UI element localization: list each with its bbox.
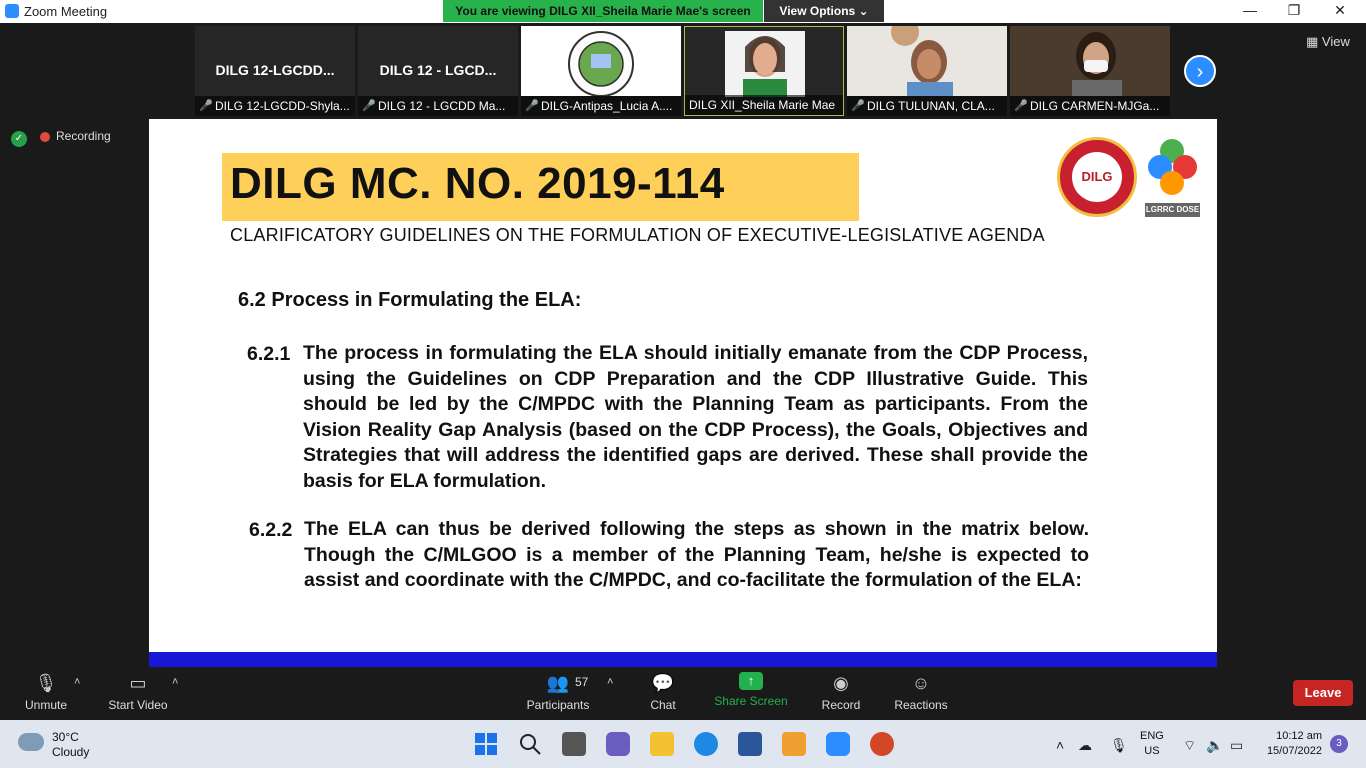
- participant-tile[interactable]: [847, 26, 1007, 116]
- volume-icon[interactable]: 🔈: [1206, 737, 1224, 753]
- shared-screen-slide: [149, 119, 1217, 667]
- file-explorer-icon[interactable]: [650, 732, 674, 756]
- temperature: 30°C: [52, 730, 79, 744]
- participants-label: Participants: [526, 698, 590, 712]
- start-video-label: Start Video: [108, 698, 168, 712]
- notification-badge[interactable]: 3: [1330, 735, 1348, 753]
- date: 15/07/2022: [1266, 745, 1322, 757]
- unmute-button[interactable]: [22, 672, 70, 712]
- lgrrc-logo-text: LGRRC DOSE: [1145, 203, 1200, 217]
- language-top: ENG: [1140, 730, 1164, 742]
- share-screen-button[interactable]: [714, 672, 788, 708]
- participant-tile[interactable]: [521, 26, 681, 116]
- muted-mic-icon: 🎤: [362, 100, 376, 112]
- muted-mic-icon: 🎤: [525, 100, 539, 112]
- grid-icon: ▦: [1306, 34, 1322, 49]
- reactions-label: Reactions: [894, 698, 948, 712]
- share-screen-icon: ↑: [739, 672, 763, 690]
- recording-dot-icon: [40, 132, 50, 142]
- recording-label: Recording: [56, 129, 111, 143]
- paragraph-text: The process in formulating the ELA should initially emanate from the CDP Process, using the Guidelines on CDP Preparation and the CDP Illustrative Guide. This should be led by the C/MPDC with the Planning Team as participants. From the Vision Reality Gap Analysis (based on the CDP Process), the Goals, Objectives and Strategies that will address the identified gaps are derived. These shall provide the basis for ELA formulation.: [303, 342, 1088, 492]
- participant-label: DILG 12 - LGCDD Ma...: [358, 96, 518, 116]
- participant-name: DILG 12 - LGCD...: [379, 62, 497, 78]
- viewing-screen-banner: You are viewing DILG XII_Sheila Marie Mae's screen: [443, 0, 763, 22]
- muted-microphone-icon: 🎙: [34, 673, 58, 693]
- zoom-app-icon: [5, 4, 19, 18]
- slide-footer-bar: [149, 652, 1217, 667]
- battery-icon[interactable]: ▭: [1230, 737, 1244, 753]
- slide-subtitle: CLARIFICATORY GUIDELINES ON THE FORMULATION OF EXECUTIVE-LEGISLATIVE AGENDA: [230, 225, 1045, 245]
- window-title: Zoom Meeting: [24, 4, 108, 19]
- cloud-weather-icon[interactable]: [18, 733, 44, 751]
- unmute-label: Unmute: [24, 698, 68, 712]
- teams-chat-icon[interactable]: [606, 732, 630, 756]
- participant-label: DILG TULUNAN, CLA...: [847, 96, 1007, 116]
- participants-options-chevron-icon[interactable]: ˄: [607, 676, 614, 688]
- language-indicator[interactable]: [1140, 729, 1164, 759]
- muted-mic-icon: 🎤: [199, 100, 213, 112]
- record-button[interactable]: [820, 672, 862, 712]
- participants-icon: 👥: [546, 673, 570, 693]
- video-options-chevron-icon[interactable]: ˄: [172, 676, 179, 688]
- paragraph-number: 6.2.2: [249, 519, 293, 541]
- chat-button[interactable]: [645, 672, 681, 712]
- view-label: View: [1321, 34, 1350, 49]
- participant-label: DILG 12-LGCDD-Shyla...: [195, 96, 355, 116]
- minimize-button[interactable]: —: [1243, 2, 1257, 18]
- participant-tile[interactable]: [1010, 26, 1170, 116]
- participant-label: DILG CARMEN-MJGa...: [1010, 96, 1170, 116]
- store-icon[interactable]: [782, 732, 806, 756]
- recording-indicator[interactable]: [40, 129, 130, 149]
- weather-condition: Cloudy: [52, 745, 90, 759]
- muted-mic-icon: 🎤: [1014, 100, 1028, 112]
- video-off-icon: ▭: [129, 673, 147, 693]
- powerpoint-icon[interactable]: [870, 732, 894, 756]
- restore-button[interactable]: ❐: [1287, 2, 1301, 18]
- edge-browser-icon[interactable]: [694, 732, 718, 756]
- clock[interactable]: [1256, 729, 1322, 759]
- security-shield-icon[interactable]: ✓: [11, 131, 27, 147]
- search-icon[interactable]: [518, 732, 542, 756]
- reactions-button[interactable]: [893, 672, 949, 712]
- municipality-seal-icon: [521, 26, 681, 96]
- dilg-logo-text: DILG: [1072, 152, 1122, 202]
- participant-label: DILG XII_Sheila Marie Mae: [685, 95, 843, 115]
- record-icon: ◉: [833, 673, 849, 693]
- wifi-icon[interactable]: ⌔: [1183, 737, 1197, 753]
- paragraph-text: The ELA can thus be derived following the steps as shown in the matrix below. Though the C/MLGOO is a member of the Planning Team, he/she is expected to assist and coordinate with the C/MPDC, and co-facilitate the formulation of the ELA:: [304, 518, 1089, 591]
- close-button[interactable]: ✕: [1334, 2, 1346, 18]
- next-page-arrow-icon[interactable]: ›: [1184, 55, 1216, 87]
- participant-label: DILG-Antipas_Lucia A....: [521, 96, 681, 116]
- record-label: Record: [821, 698, 861, 712]
- meeting-toolbar: [0, 667, 1366, 720]
- word-icon[interactable]: [738, 732, 762, 756]
- time: 10:12 am: [1276, 730, 1322, 742]
- microphone-icon[interactable]: 🎙: [1110, 737, 1128, 753]
- start-video-button[interactable]: [106, 672, 170, 712]
- audio-options-chevron-icon[interactable]: ˄: [74, 676, 81, 688]
- lgrrc-logo: [1145, 137, 1200, 217]
- weather-widget[interactable]: [52, 730, 89, 760]
- reactions-icon: ☺: [911, 673, 931, 693]
- share-screen-label: Share Screen: [714, 694, 788, 708]
- participant-video-icon: [847, 26, 1007, 96]
- chat-label: Chat: [650, 698, 676, 712]
- onedrive-icon[interactable]: ☁: [1078, 737, 1092, 753]
- view-options-button[interactable]: View Options ⌄: [764, 0, 884, 22]
- muted-mic-icon: 🎤: [851, 100, 865, 112]
- participant-name: DILG 12-LGCDD...: [215, 62, 335, 78]
- participants-count: 57: [575, 675, 589, 689]
- windows-start-icon[interactable]: [474, 732, 498, 756]
- chat-icon: 💬: [651, 673, 675, 693]
- section-heading: 6.2 Process in Formulating the ELA:: [238, 289, 582, 311]
- participant-tile-active-speaker[interactable]: [684, 26, 844, 116]
- slide-title: DILG MC. NO. 2019-114: [230, 159, 725, 208]
- participant-tile[interactable]: [358, 26, 518, 116]
- dilg-logo: [1057, 137, 1137, 217]
- participant-video-icon: [1010, 26, 1170, 96]
- language-bottom: US: [1144, 745, 1160, 757]
- zoom-taskbar-icon[interactable]: [826, 732, 850, 756]
- show-hidden-icons-chevron-icon[interactable]: ˄: [1056, 737, 1065, 753]
- logo-circle: [1160, 171, 1184, 195]
- participant-tile[interactable]: [195, 26, 355, 116]
- view-layout-button[interactable]: [1306, 34, 1350, 50]
- participant-video-icon: [685, 27, 844, 97]
- task-view-icon[interactable]: [562, 732, 586, 756]
- paragraph-number: 6.2.1: [247, 343, 291, 365]
- leave-button[interactable]: Leave: [1293, 680, 1353, 706]
